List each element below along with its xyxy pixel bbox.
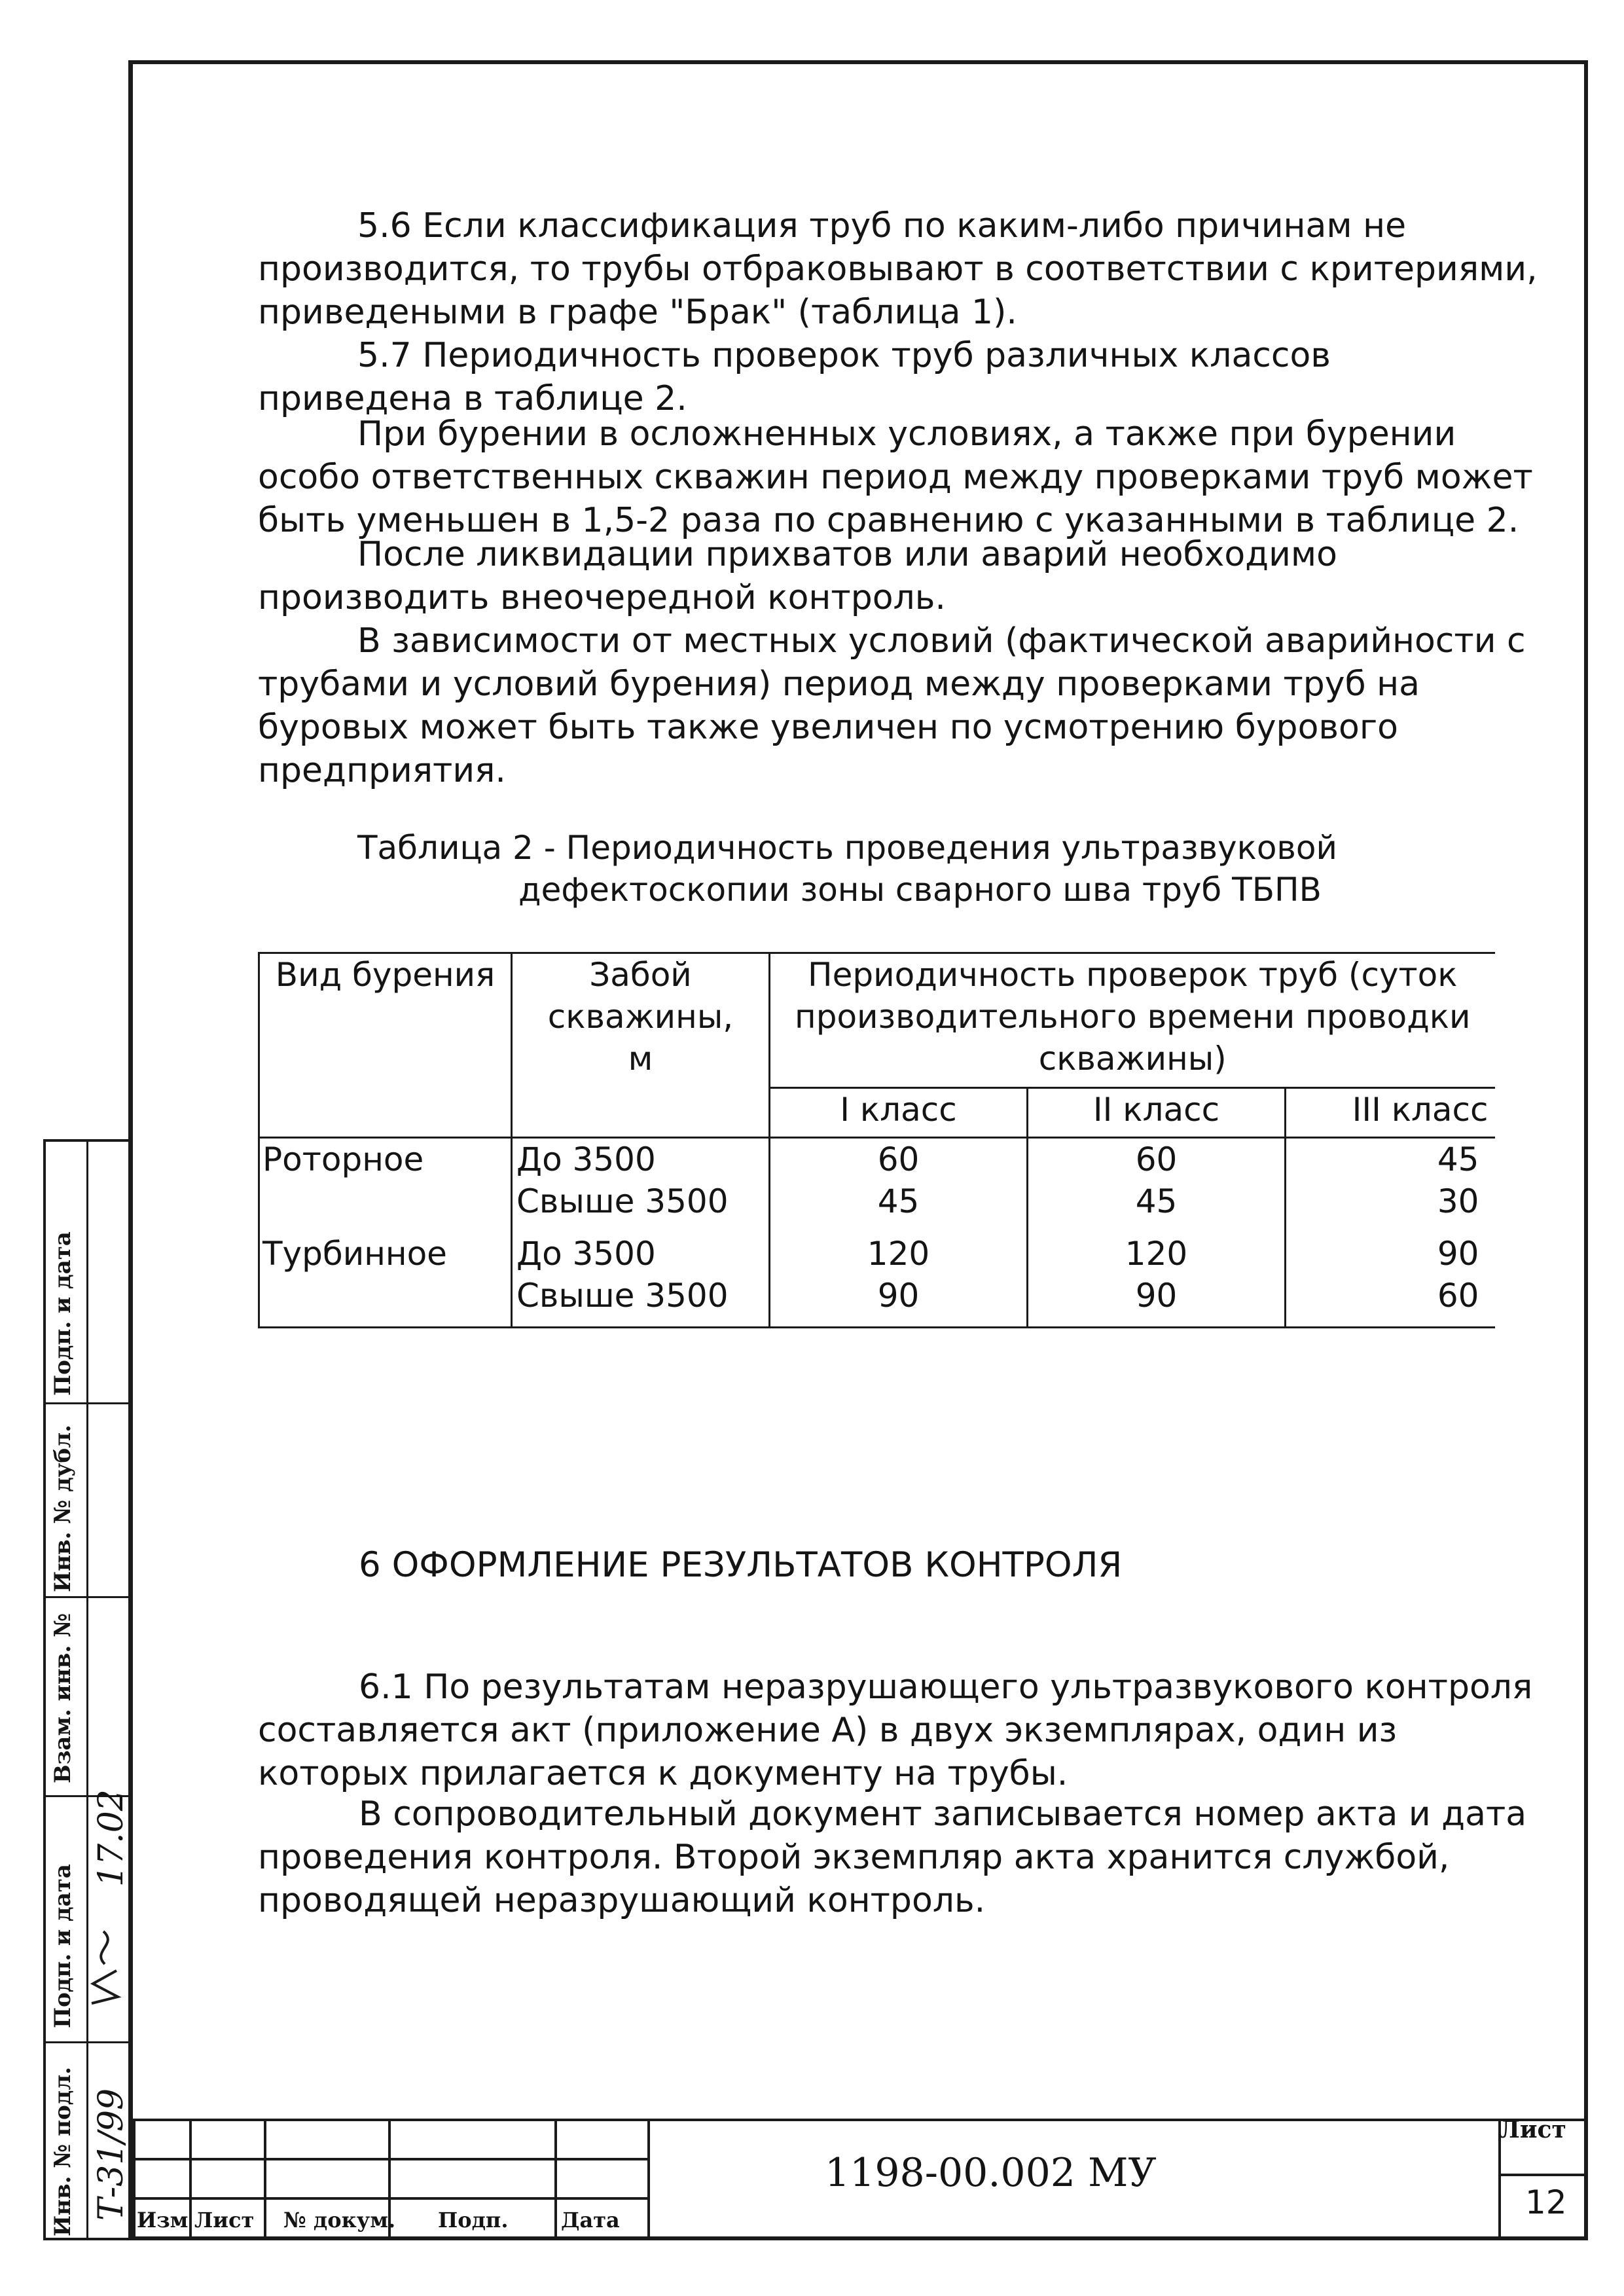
text-line: При бурении в осложненных условиях, а также при бурении (357, 414, 1456, 454)
text-line: особо ответственных скважин период между проверками труб может (258, 458, 1533, 497)
sheet-number: 12 (1525, 2183, 1567, 2221)
handwritten-inventory: Т-31/99 (92, 2088, 131, 2221)
tb-hline (650, 2119, 1588, 2121)
tb-vline (189, 2119, 192, 2240)
text-line: 6.1 По результатам неразрушающего ультразвукового контроля (359, 1667, 1533, 1707)
paragraph-after-accidents (258, 533, 1337, 619)
text-line: проводящей неразрушающий контроль. (258, 1881, 986, 1920)
tb-hline (133, 2197, 650, 2200)
paragraph-6-1 (258, 1666, 1532, 1795)
text-line: 5.6 Если классификация труб по каким-либо причинам не (357, 206, 1407, 246)
signature-mark (85, 1925, 124, 2010)
header-class-2: II класс (1028, 1088, 1286, 1138)
side-hline (46, 2041, 128, 2043)
text-line: проведения контроля. Второй экземпляр акта хранится службой, (258, 1838, 1450, 1877)
text-line: 5.7 Периодичность проверок труб различных классов (357, 336, 1331, 375)
tb-hline (133, 2158, 650, 2160)
tb-col-date: Дата (561, 2208, 620, 2232)
table-cell-class1: 60 45 120 90 (770, 1138, 1028, 1328)
periodicity-table (258, 952, 1495, 1328)
table-cell-class2: 60 45 120 90 (1028, 1138, 1286, 1328)
table-cell-type: Роторное Турбинное (259, 1138, 512, 1328)
header-depth: Забой скважины, м (512, 953, 770, 1138)
handwritten-date: 17.02 (92, 1789, 131, 1887)
stamp-label-sign-date-bottom: Подп. и дата (50, 1864, 76, 2028)
paragraph-5-6 (258, 204, 1538, 334)
header-class-3: III класс (1286, 1088, 1495, 1138)
table-cell-depth: До 3500 Свыше 3500 До 3500 Свыше 3500 (512, 1138, 770, 1328)
tb-hline (1498, 2174, 1588, 2176)
paragraph-local-conditions (258, 619, 1526, 792)
stamp-label-orig-inv: Инв. № подл. (50, 2066, 76, 2236)
text-line: производится, то трубы отбраковывают в соответствии с критериями, (258, 249, 1538, 289)
table-cell-class3: 45 30 90 60 (1286, 1138, 1495, 1328)
tb-col-sheet: Лист (194, 2208, 255, 2232)
tb-col-signature: Подп. (438, 2208, 509, 2232)
text-line: которых прилагается к документу на трубы. (258, 1754, 1068, 1793)
paragraph-accompanying-doc (258, 1793, 1526, 1922)
document-number: 1198-00.002 МУ (825, 2150, 1157, 2196)
side-hline (46, 1402, 128, 1404)
text-line: В сопроводительный документ записывается номер акта и дата (359, 1795, 1527, 1834)
text-line: трубами и условий бурения) период между проверками труб на (258, 665, 1420, 704)
header-class-1: I класс (770, 1088, 1028, 1138)
text-line: производить внеочередной контроль. (258, 578, 946, 617)
stamp-label-sign-date-top: Подп. и дата (50, 1231, 76, 1396)
table-caption-line2: дефектоскопии зоны сварного шва труб ТБПВ (518, 871, 1322, 909)
tb-vline (554, 2119, 557, 2240)
text-line: быть уменьшен в 1,5-2 раза по сравнению с указанными в таблице 2. (258, 501, 1519, 540)
sheet-label: Лист (1499, 2116, 1566, 2143)
header-drilling-type: Вид бурения (259, 953, 512, 1138)
text-line: буровых может быть также увеличен по усмотрению бурового (258, 708, 1398, 747)
stamp-label-replaced-inv: Взам. инв. № (50, 1613, 76, 1783)
text-line: приведеными в графе "Брак" (таблица 1). (258, 293, 1017, 332)
side-divider (86, 1142, 88, 2238)
side-hline (46, 1596, 128, 1598)
text-line: приведена в таблице 2. (258, 379, 687, 418)
text-line: После ликвидации прихватов или аварий необходимо (357, 535, 1337, 574)
paragraph-5-7 (258, 334, 1331, 420)
text-line: В зависимости от местных условий (фактической аварийности с (357, 621, 1526, 661)
header-periodicity: Периодичность проверок труб (суток производительного времени проводки скважины) (770, 953, 1495, 1088)
text-line: предприятия. (258, 751, 506, 790)
tb-hline (133, 2119, 650, 2121)
section-6-heading: 6 ОФОРМЛЕНИЕ РЕЗУЛЬТАТОВ КОНТРОЛЯ (359, 1545, 1123, 1585)
paragraph-complicated-conditions (258, 412, 1533, 542)
tb-vline (264, 2119, 266, 2240)
stamp-label-dup-inv: Инв. № дубл. (50, 1424, 76, 1592)
tb-vline (647, 2119, 650, 2240)
tb-col-docnum: № докум. (283, 2208, 396, 2232)
text-line: составляется акт (приложение А) в двух экземплярах, один из (258, 1711, 1398, 1750)
tb-vline (133, 2119, 135, 2240)
tb-col-change: Изм (137, 2208, 189, 2232)
table-caption-line1: Таблица 2 - Периодичность проведения ультразвуковой (357, 829, 1337, 867)
